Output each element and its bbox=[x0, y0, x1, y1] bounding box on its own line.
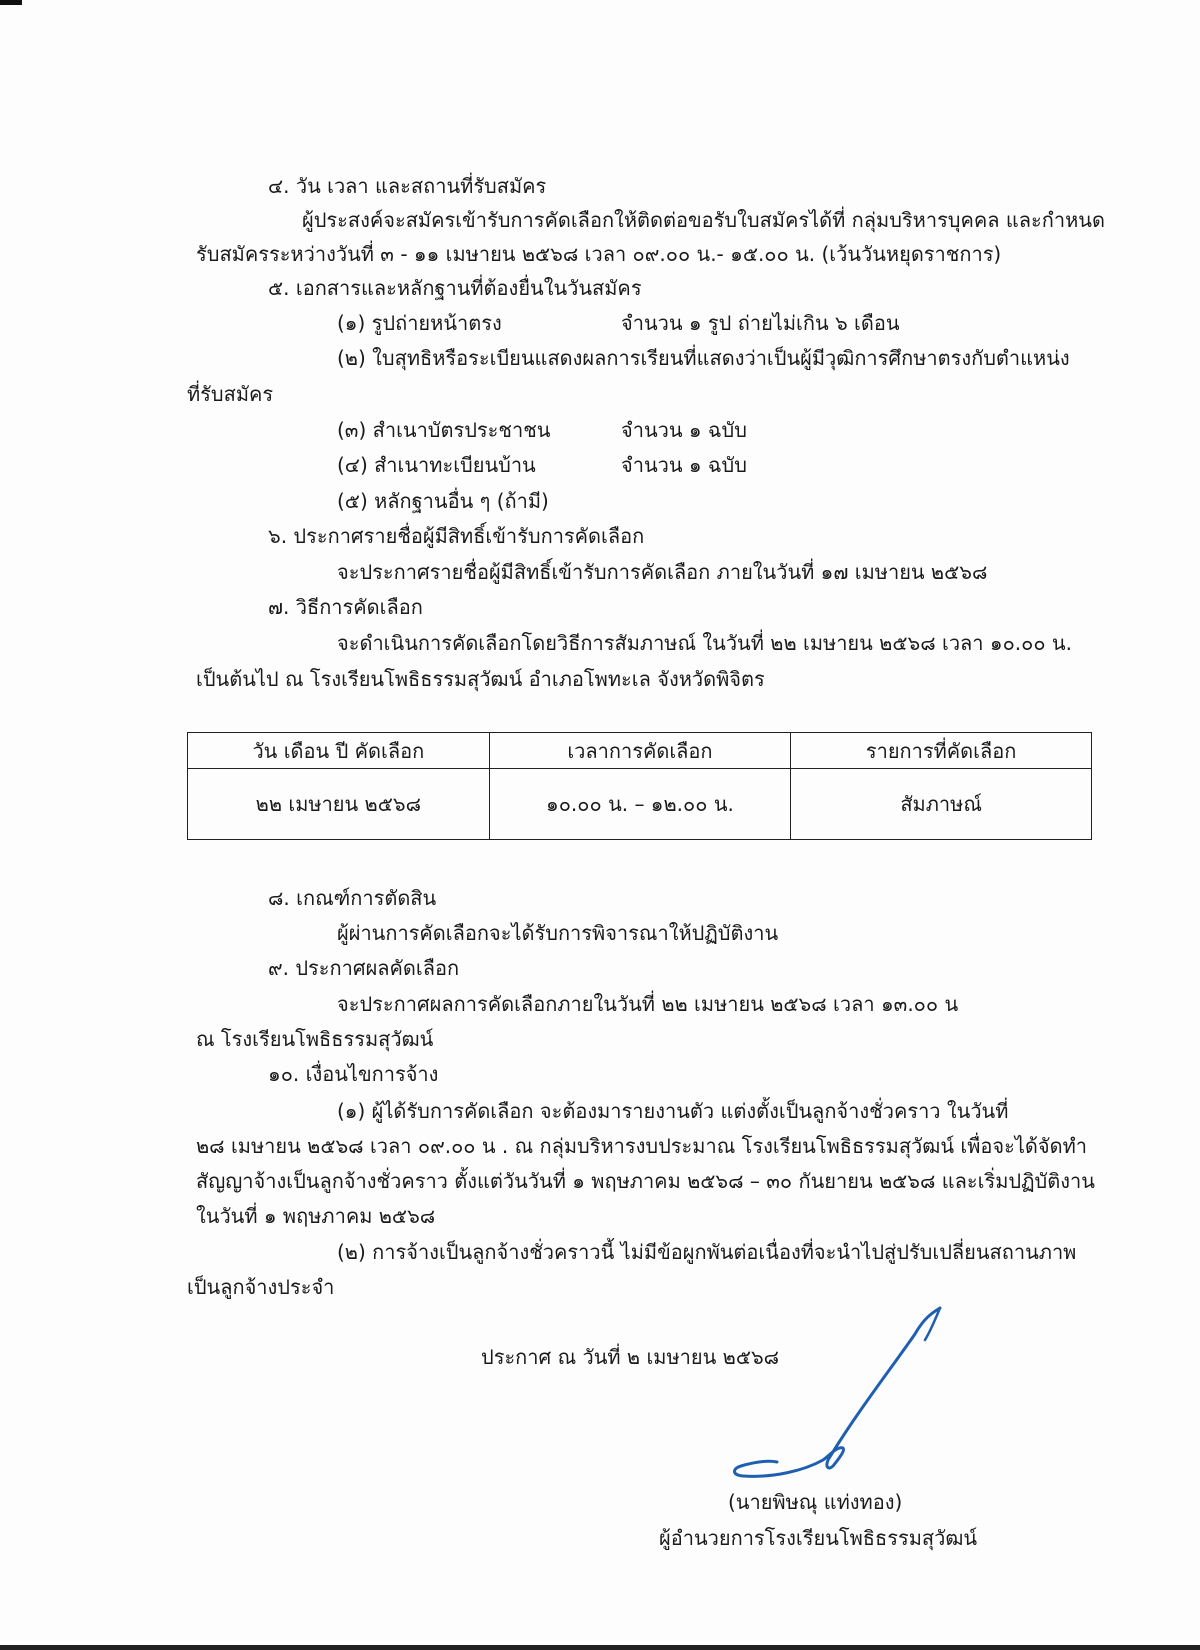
scan-bottom-edge bbox=[0, 1645, 1200, 1650]
sec9-heading: ๙. ประกาศผลคัดเลือก bbox=[268, 956, 460, 980]
sec6-heading: ๖. ประกาศรายชื่อผู้มีสิทธิ์เข้ารับการคัดเลือก bbox=[268, 524, 645, 548]
table-header-row bbox=[188, 733, 1092, 769]
sec10-p2-line2: เป็นลูกจ้างประจำ bbox=[187, 1275, 335, 1299]
sec7-heading: ๗. วิธีการคัดเลือก bbox=[268, 595, 423, 619]
table-cell-time: ๑๐.๐๐ น. – ๑๒.๐๐ น. bbox=[489, 769, 791, 840]
sec10-p1-line4: ในวันที่ ๑ พฤษภาคม ๒๕๖๘ bbox=[196, 1204, 436, 1228]
sec5-item2-line2: ที่รับสมัคร bbox=[187, 382, 274, 406]
signature-icon bbox=[725, 1300, 965, 1480]
sec5-item3-name: (๓) สำเนาบัตรประชาชน bbox=[337, 418, 551, 442]
table-row bbox=[188, 769, 1092, 840]
scan-corner-mark bbox=[0, 0, 22, 5]
sec9-body-line1: จะประกาศผลการคัดเลือกภายในวันที่ ๒๒ เมษายน ๒๕๖๘ เวลา ๑๓.๐๐ น bbox=[337, 992, 959, 1016]
table-header-time: เวลาการคัดเลือก bbox=[489, 733, 791, 769]
table-cell-item: สัมภาษณ์ bbox=[791, 769, 1092, 840]
sec5-heading: ๕. เอกสารและหลักฐานที่ต้องยื่นในวันสมัคร bbox=[268, 276, 642, 300]
signer-name: (นายพิษณุ แท่งทอง) bbox=[728, 1490, 903, 1514]
announcement-date: ประกาศ ณ วันที่ ๒ เมษายน ๒๕๖๘ bbox=[481, 1345, 780, 1369]
sec5-item2-line1: (๒) ใบสุทธิหรือระเบียนแสดงผลการเรียนที่แสดงว่าเป็นผู้มีวุฒิการศึกษาตรงกับตำแหน่ง bbox=[337, 346, 1070, 370]
sec8-body: ผู้ผ่านการคัดเลือกจะได้รับการพิจารณาให้ปฏิบัติงาน bbox=[337, 921, 779, 945]
sec4-body-line2: รับสมัครระหว่างวันที่ ๓ - ๑๑ เมษายน ๒๕๖๘ เวลา ๐๙.๐๐ น.- ๑๕.๐๐ น. (เว้นวันหยุดราชการ) bbox=[196, 242, 1002, 266]
sec4-heading: ๔. วัน เวลา และสถานที่รับสมัคร bbox=[268, 174, 547, 198]
sec7-body-line2: เป็นต้นไป ณ โรงเรียนโพธิธรรมสุวัฒน์ อำเภอโพทะเล จังหวัดพิจิตร bbox=[196, 667, 765, 691]
sec5-item1-name: (๑) รูปถ่ายหน้าตรง bbox=[337, 311, 502, 335]
sec10-p1-line3: สัญญาจ้างเป็นลูกจ้างชั่วคราว ตั้งแต่วันวันที่ ๑ พฤษภาคม ๒๕๖๘ – ๓๐ กันยายน ๒๕๖๘ และเริ่มปฏิบัติงาน bbox=[196, 1169, 1095, 1193]
table-header-date: วัน เดือน ปี คัดเลือก bbox=[188, 733, 490, 769]
selection-schedule-table bbox=[187, 732, 1092, 840]
sec5-item4-qty: จำนวน ๑ ฉบับ bbox=[621, 453, 747, 477]
sec10-p1-line2: ๒๘ เมษายน ๒๕๖๘ เวลา ๐๙.๐๐ น . ณ กลุ่มบริหารงบประมาณ โรงเรียนโพธิธรรมสุวัฒน์ เพื่อจะได้จัดทำ bbox=[196, 1134, 1088, 1158]
sec10-p1-line1: (๑) ผู้ได้รับการคัดเลือก จะต้องมารายงานตัว แต่งตั้งเป็นลูกจ้างชั่วคราว ในวันที่ bbox=[337, 1099, 1009, 1123]
sec5-item1-qty: จำนวน ๑ รูป ถ่ายไม่เกิน ๖ เดือน bbox=[621, 311, 900, 335]
sec5-item3-qty: จำนวน ๑ ฉบับ bbox=[621, 418, 747, 442]
signer-title: ผู้อำนวยการโรงเรียนโพธิธรรมสุวัฒน์ bbox=[659, 1526, 978, 1550]
sec10-p2-line1: (๒) การจ้างเป็นลูกจ้างชั่วคราวนี้ ไม่มีข้อผูกพันต่อเนื่องที่จะนำไปสู่ปรับเปลี่ยนสถานภาพ bbox=[337, 1240, 1077, 1264]
sec5-item4-name: (๔) สำเนาทะเบียนบ้าน bbox=[337, 453, 536, 477]
sec8-heading: ๘. เกณฑ์การตัดสิน bbox=[268, 886, 437, 910]
sec6-body: จะประกาศรายชื่อผู้มีสิทธิ์เข้ารับการคัดเลือก ภายในวันที่ ๑๗ เมษายน ๒๕๖๘ bbox=[337, 560, 988, 584]
sec10-heading: ๑๐. เงื่อนไขการจ้าง bbox=[268, 1062, 439, 1086]
sec7-body-line1: จะดำเนินการคัดเลือกโดยวิธีการสัมภาษณ์ ในวันที่ ๒๒ เมษายน ๒๕๖๘ เวลา ๑๐.๐๐ น. bbox=[337, 631, 1072, 655]
sec5-item5: (๕) หลักฐานอื่น ๆ (ถ้ามี) bbox=[337, 489, 549, 513]
table-cell-date: ๒๒ เมษายน ๒๕๖๘ bbox=[188, 769, 490, 840]
sec4-body-line1: ผู้ประสงค์จะสมัครเข้ารับการคัดเลือกให้ติดต่อขอรับใบสมัครได้ที่ กลุ่มบริหารบุคคล และกำหนด bbox=[302, 208, 1105, 232]
table-header-item: รายการที่คัดเลือก bbox=[791, 733, 1092, 769]
sec9-body-line2: ณ โรงเรียนโพธิธรรมสุวัฒน์ bbox=[196, 1027, 434, 1051]
